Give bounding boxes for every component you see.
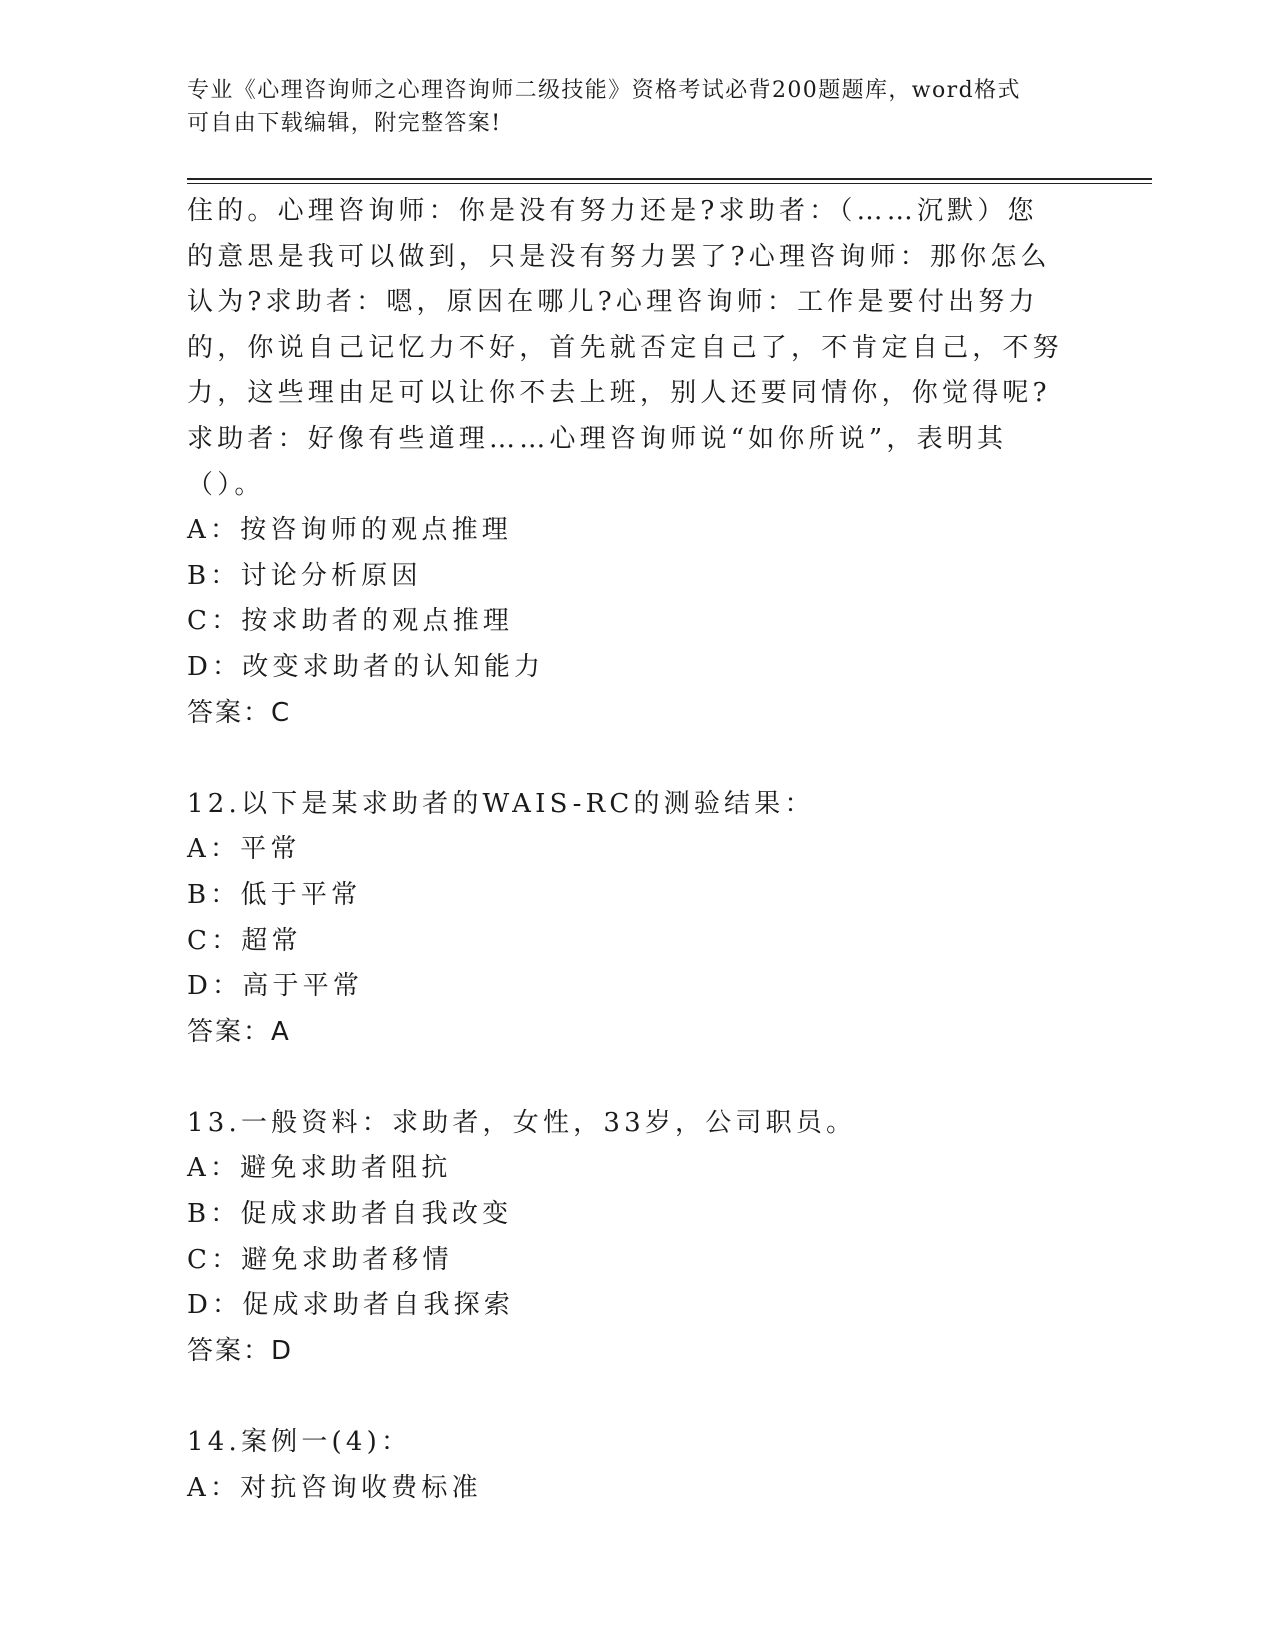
question-12-stem: 12.以下是某求助者的WAIS-RC的测验结果： [187, 788, 815, 819]
question-14-stem: 14.案例一(4)： [187, 1427, 412, 1458]
header-line-1: 专业《心理咨询师之心理咨询师二级技能》资格考试必背200题题库，word格式 [187, 78, 1021, 103]
document-body [187, 189, 1087, 1511]
question-12-option-c: C：超常 [187, 925, 302, 956]
question-11-passage: 住的。心理咨询师：你是没有努力还是?求助者：（……沉默）您的意思是我可以做到，只是没有努力罢了?心理咨询师：那你怎么认为?求助者：嗯，原因在哪儿?心理咨询师：工作是要付出努力的，你说自己记忆力不好，首先就否定自己了，不肯定自己，不努力，这些理由足可以让你不去上班，别人还要同情你，你觉得呢?求助者：好像有些道理……心理咨询师说“如你所说”，表明其（）。 [187, 196, 1063, 500]
document-header [187, 74, 1067, 140]
question-12-option-a: A：平常 [187, 834, 301, 865]
header-line-2: 可自由下载编辑，附完整答案! [187, 111, 502, 136]
question-13-stem: 13.一般资料：求助者，女性，33岁，公司职员。 [187, 1107, 857, 1138]
question-13-option-d: D：促成求助者自我探索 [187, 1290, 515, 1321]
question-13-answer: 答案：D [187, 1335, 294, 1366]
question-11-option-b: B：讨论分析原因 [187, 560, 422, 591]
question-12-option-d: D：高于平常 [187, 971, 364, 1002]
question-12-answer: 答案：A [187, 1016, 291, 1047]
header-rule-thin [187, 183, 1152, 184]
question-11-option-a: A：按咨询师的观点推理 [187, 515, 512, 546]
question-11-option-c: C：按求助者的观点推理 [187, 606, 514, 637]
question-13-option-c: C：避免求助者移情 [187, 1244, 453, 1275]
question-13-option-a: A：避免求助者阻抗 [187, 1153, 452, 1184]
question-14-option-a: A：对抗咨询收费标准 [187, 1472, 482, 1503]
question-12-option-b: B：低于平常 [187, 879, 362, 910]
question-11-answer: 答案：C [187, 697, 292, 728]
question-11-option-d: D：改变求助者的认知能力 [187, 651, 545, 682]
header-rule-thick [187, 178, 1152, 180]
question-13-option-b: B：促成求助者自我改变 [187, 1199, 513, 1230]
